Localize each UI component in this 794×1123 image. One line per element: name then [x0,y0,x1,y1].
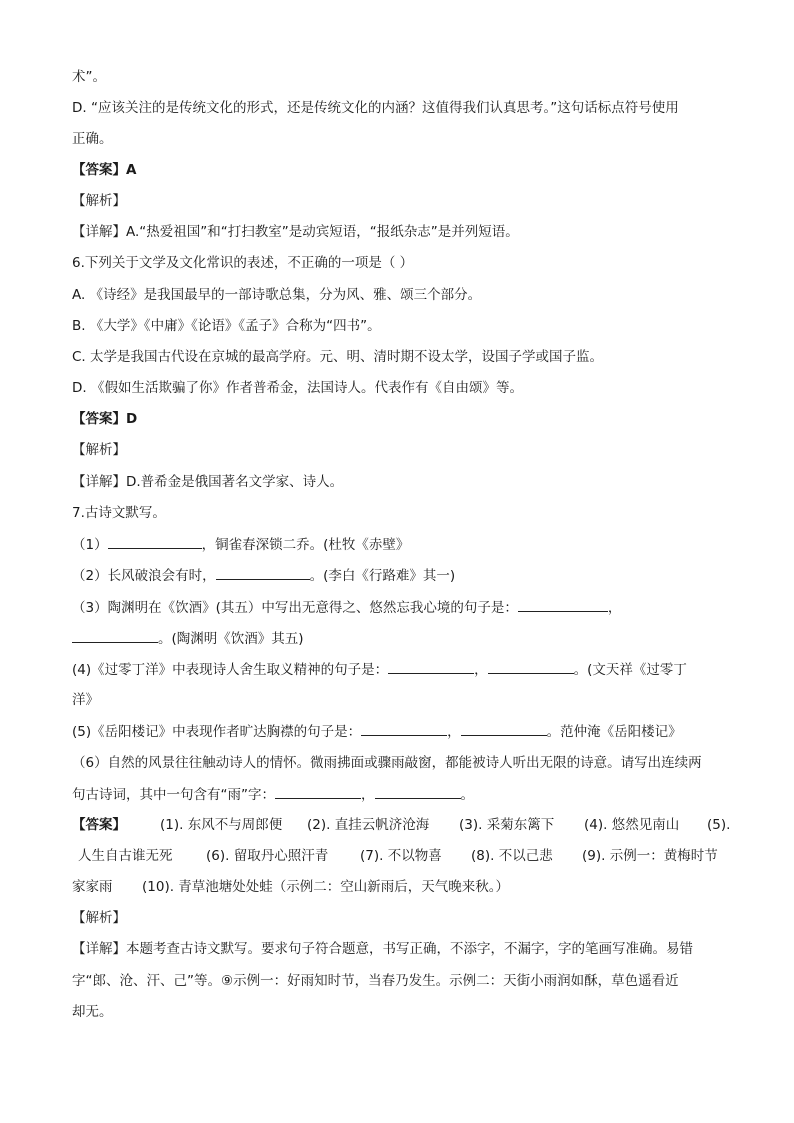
blank-line [361,722,447,736]
answer-tag: 【答案】 [72,817,126,833]
q6-title: 6.下列关于文学及文化常识的表述，不正确的一项是（ ） [72,255,414,271]
item-text: 。(文天祥《过零丁 [573,662,687,678]
blank-line [216,566,310,580]
answer-value: D [126,411,138,427]
item-text: ，铜雀春深锁二乔。(杜牧《赤壁》 [201,537,410,553]
blank-line [108,535,202,549]
q6-option-d: D. 《假如生活欺骗了你》作者普希金，法国诗人。代表作有《自由颂》等。 [72,380,523,396]
answer-item-5-number: (5). [707,817,731,833]
answer-item-7: (7). 不以物喜 [360,848,442,864]
item-text: (4)《过零丁洋》中表现诗人舍生取义精神的句子是： [72,662,389,678]
q7-item-1 [72,535,732,554]
blank-line [388,660,474,674]
detail-text: D.普希金是俄国著名文学家、诗人。 [126,474,344,490]
blank-line [518,598,608,612]
answer-item-5: 人生自古谁无死 [78,848,173,864]
item-text: (5)《岳阳楼记》中表现作者旷达胸襟的句子是： [72,724,362,740]
q5-analysis-tag: 【解析】 [72,193,126,209]
q7-item-3 [72,598,732,617]
answer-tag: 【答案】 [72,162,126,178]
q7-item-6-cont [72,785,732,804]
q6-option-c: C. 太学是我国古代设在京城的最高学府。元、明、清时期不设太学，设国子学或国子监。 [72,349,604,365]
answer-item-9: (9). 示例一：黄梅时节 [582,848,718,864]
q5-option-d-line2: 正确。 [72,131,113,147]
q6-option-b: B. 《大学》《中庸》《论语》《孟子》合称为“四书”。 [72,318,381,334]
answer-item-6: (6). 留取丹心照汗青 [206,848,329,864]
q6-detail [72,473,732,491]
detail-tag: 【详解】 [72,224,126,240]
blank-line [375,785,461,799]
detail-tag: 【详解】 [72,474,126,490]
item-text: 句古诗词，其中一句含有“雨”字： [72,787,275,803]
q7-item-6: （6）自然的风景往往触动诗人的情怀。微雨拂面或骤雨敲窗，都能被诗人听出无限的诗意。请写出连续两 [72,755,702,771]
detail-tag: 【详解】 [72,941,126,957]
answer-item-9-cont: 家家雨 [72,879,113,895]
answer-value: A [126,162,137,178]
answer-item-8: (8). 不以己悲 [471,848,553,864]
q7-item-4 [72,660,732,679]
q7-title: 7.古诗文默写。 [72,505,166,521]
blank-line [461,722,547,736]
item-text: ， [447,724,461,740]
answer-tag: 【答案】 [72,411,126,427]
item-text: ， [607,600,622,616]
blank-line [72,629,158,643]
q7-detail-line2: 字“郎、沧、汗、己”等。⑨示例一：好雨知时节，当春乃发生。示例二：天街小雨润如酥，草色遥看近 [72,973,679,989]
detail-text: A.“热爱祖国”和“打扫教室”是动宾短语，“报纸杂志”是并列短语。 [126,224,519,240]
item-text: 。(李白《行路难》其一) [309,568,456,584]
q5-tail-text: 术”。 [72,69,106,85]
q6-analysis-tag: 【解析】 [72,442,126,458]
q7-item-4-cont: 洋》 [72,692,99,708]
answer-item-2: (2). 直挂云帆济沧海 [307,817,430,833]
blank-line [488,660,574,674]
detail-text: 本题考查古诗文默写。要求句子符合题意，书写正确，不添字，不漏字，字的笔画写准确。易错 [126,941,693,957]
q6-answer [72,410,732,428]
item-text: ， [361,787,375,803]
item-number: （1） [72,537,108,553]
q7-detail-line3: 却无。 [72,1004,113,1020]
q7-item-2 [72,566,732,585]
answer-item-3: (3). 采菊东篱下 [459,817,555,833]
q7-item-3-cont [72,629,732,648]
q5-answer [72,161,732,179]
item-text: 。(陶渊明《饮酒》其五) [158,631,304,647]
answer-item-1: (1). 东风不与周郎便 [160,817,283,833]
item-text: 。 [460,787,474,803]
item-text: 。范仲淹《岳阳楼记》 [546,724,682,740]
q5-detail [72,223,732,241]
answer-item-4: (4). 悠然见南山 [584,817,680,833]
q7-item-5 [72,722,732,741]
answer-item-10: (10). 青草池塘处处蛙（示例二：空山新雨后，天气晚来秋。） [142,879,510,895]
q5-option-d-line1: D. “应该关注的是传统文化的形式，还是传统文化的内涵？这值得我们认真思考。”这句话标点符号使用 [72,100,679,116]
item-text: （3）陶渊明在《饮酒》(其五）中写出无意得之、悠然忘我心境的句子是： [72,600,518,616]
blank-line [275,785,361,799]
item-text: （2）长风破浪会有时， [72,568,216,584]
item-text: ， [474,662,488,678]
q6-option-a: A. 《诗经》是我国最早的一部诗歌总集，分为风、雅、颂三个部分。 [72,287,482,303]
q7-analysis-tag: 【解析】 [72,910,126,926]
q7-detail-line1 [72,940,732,958]
